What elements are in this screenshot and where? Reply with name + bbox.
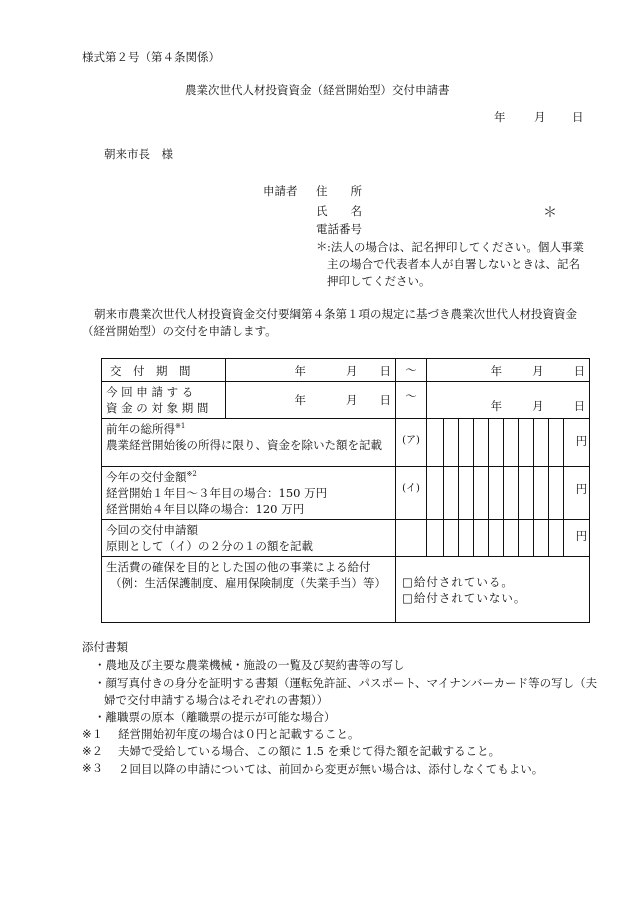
digit-box[interactable] (427, 520, 444, 557)
digit-box[interactable] (444, 419, 459, 467)
target-period-end[interactable]: 年 月 日 (427, 382, 590, 419)
option-not-received[interactable]: □給付されていない。 (402, 590, 527, 605)
applicant-label: 申請者 (263, 184, 298, 198)
digit-box[interactable] (549, 467, 564, 520)
date-day: 日 (572, 110, 584, 124)
income-description: 前年の総所得$^{※1}$ 農業経営開始後の所得に限り、資金を除いた額を記載 (102, 419, 396, 467)
period-end[interactable]: 年 月 日 (427, 359, 590, 382)
period-start[interactable]: 年 月 日 (226, 359, 396, 382)
digit-box[interactable] (474, 520, 489, 557)
footnote-mark: ※２ (82, 744, 104, 758)
note-mark: ＊ (316, 239, 328, 253)
applicant-name-label: 氏 名 (316, 204, 362, 218)
digit-box[interactable] (489, 520, 504, 557)
digit-box[interactable] (519, 520, 534, 557)
digit-box[interactable] (534, 419, 549, 467)
target-period-start[interactable]: 年 月 日 (226, 382, 396, 419)
application-statement: 朝来市農業次世代人材投資資金交付要綱第４条第１項の規定に基づき農業次世代人材投資資金（経営開始型）の交付を申請します。 (82, 307, 577, 338)
footnote-text: 経営開始初年度の場合は０円と記載すること。 (118, 727, 360, 741)
form-number: 様式第２号（第４条関係） (82, 50, 220, 64)
digit-box[interactable] (427, 467, 444, 520)
target-period-label: 今 回 申 請 す る 資 金 の 対 象 期 間 (102, 382, 226, 419)
digit-box[interactable] (504, 467, 519, 520)
digit-box[interactable] (459, 419, 474, 467)
date-month: 月 (534, 110, 546, 124)
request-mark (396, 520, 427, 557)
income-yen: 円 (564, 419, 590, 467)
income-mark: (ア) (396, 419, 427, 467)
digit-box[interactable] (444, 520, 459, 557)
digit-box[interactable] (534, 520, 549, 557)
option-received[interactable]: □給付されている。 (402, 574, 514, 589)
period-tilde: 〜 (396, 359, 427, 382)
digit-box[interactable] (474, 419, 489, 467)
request-description: 今回の交付申請額 原則として（イ）の２分の１の額を記載 (102, 520, 396, 557)
other-benefit-options (396, 557, 590, 623)
date-year: 年 (494, 110, 506, 124)
digit-box[interactable] (489, 419, 504, 467)
request-yen: 円 (564, 520, 590, 557)
period-label: 交 付 期 間 (102, 359, 226, 382)
digit-box[interactable] (549, 419, 564, 467)
digit-box[interactable] (504, 419, 519, 467)
footnote-text: ２回目以降の申請については、前回から変更が無い場合は、添付しなくてもよい。 (118, 762, 544, 776)
footnote-text: 夫婦で受給している場合、この額に 1.5 を乗じて得た額を記載すること。 (118, 744, 501, 758)
application-table (101, 358, 590, 623)
digit-box[interactable] (444, 467, 459, 520)
digit-box[interactable] (519, 467, 534, 520)
digit-box[interactable] (519, 419, 534, 467)
attachment-item: ・顔写真付きの身分を証明する書類（運転免許証、パスポート、マイナンバーカード等の写し（夫婦で交付申請する場合はそれぞれの書類）） (94, 676, 598, 707)
digit-box[interactable] (534, 467, 549, 520)
digit-box[interactable] (504, 520, 519, 557)
amount-mark: (イ) (396, 467, 427, 520)
applicant-address-label: 住 所 (316, 184, 362, 198)
digit-box[interactable] (459, 520, 474, 557)
target-period-tilde: 〜 (396, 382, 427, 419)
attachment-item: ・離職票の原本（離職票の提示が可能な場合） (94, 710, 336, 724)
page-title: 農業次世代人材投資資金（経営開始型）交付申請書 (185, 83, 450, 97)
amount-description: 今年の交付金額$^{※2}$ 経営開始１年目〜３年目の場合：150 万円 経営開始４年目以降の場合：120 万円 (102, 467, 396, 520)
applicant-phone-label: 電話番号 (316, 222, 362, 236)
attachment-item: ・農地及び主要な農業機械・施設の一覧及び契約書等の写し (94, 658, 405, 672)
digit-box[interactable] (549, 520, 564, 557)
digit-box[interactable] (474, 467, 489, 520)
applicant-note: :法人の場合は、記名押印してください。個人事業主の場合で代表者本人が自署しないときは、記名押印してください。 (327, 240, 584, 288)
attachments-heading: 添付書類 (82, 640, 128, 654)
signature-asterisk: ＊ (543, 205, 557, 221)
footnote-mark: ※１ (82, 727, 104, 741)
addressee: 朝来市長 様 (104, 147, 173, 161)
digit-box[interactable] (489, 467, 504, 520)
amount-yen: 円 (564, 467, 590, 520)
other-benefit-description: 生活費の確保を目的とした国の他の事業による給付 （例：生活保護制度、雇用保険制度（失業手当）等） (102, 557, 396, 623)
digit-box[interactable] (459, 467, 474, 520)
footnote-mark: ※３ (82, 761, 104, 775)
digit-box[interactable] (427, 419, 444, 467)
